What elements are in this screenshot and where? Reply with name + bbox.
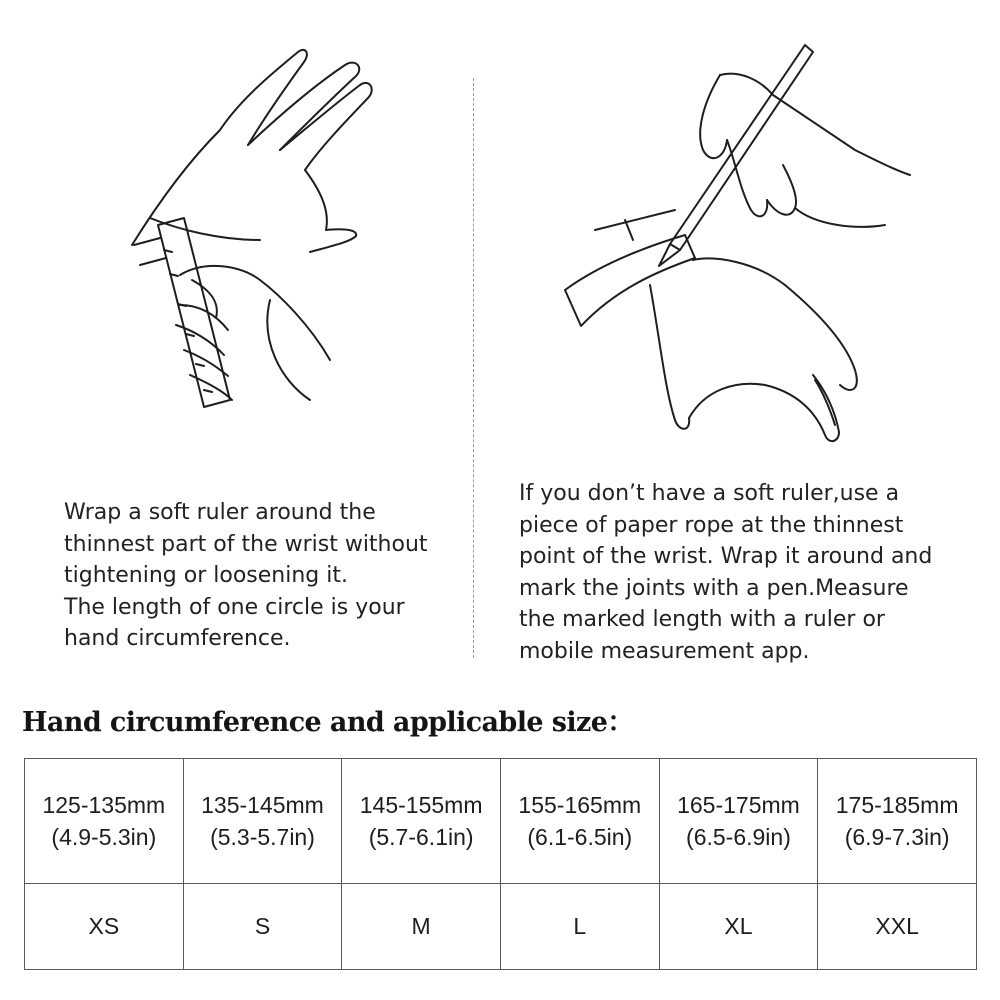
size-cell: S <box>183 884 342 970</box>
range-mm: 165-175mm <box>677 792 800 818</box>
range-cell <box>500 759 659 884</box>
size-cell: M <box>342 884 501 970</box>
range-inch: (6.9-7.3in) <box>844 824 950 850</box>
range-inch: (5.3-5.7in) <box>210 824 315 850</box>
range-cell <box>818 759 977 884</box>
section-divider <box>473 78 474 658</box>
size-chart-title: Hand circumference and applicable size： <box>22 707 634 738</box>
range-cell <box>183 759 342 884</box>
circumference-row <box>25 759 977 884</box>
size-cell: L <box>500 884 659 970</box>
paper-rope-instructions: If you don’t have a soft ruler,use a piece of paper rope at the thinnest point of the wrist. Wrap it around and mark the joints with a pen.Measure the marked length with a ruler or mobile measurement app. <box>519 481 933 664</box>
size-label-row <box>25 884 977 970</box>
range-cell <box>25 759 184 884</box>
range-inch: (6.1-6.5in) <box>527 824 633 850</box>
size-chart-table <box>24 758 977 970</box>
range-inch: (6.5-6.9in) <box>686 824 791 850</box>
range-cell <box>659 759 818 884</box>
size-cell: XXL <box>818 884 977 970</box>
size-cell: XL <box>659 884 818 970</box>
range-mm: 175-185mm <box>835 792 959 818</box>
size-cell: XS <box>25 884 184 970</box>
range-inch: (5.7-6.1in) <box>368 824 474 850</box>
range-cell <box>342 759 501 884</box>
wrist-paper-pen-illustration <box>555 40 925 450</box>
wrist-tape-measure-illustration <box>120 40 380 460</box>
range-inch: (4.9-5.3in) <box>51 824 157 850</box>
range-mm: 145-155mm <box>359 792 483 818</box>
range-mm: 125-135mm <box>42 792 166 818</box>
range-mm: 155-165mm <box>518 792 642 818</box>
range-mm: 135-145mm <box>201 792 324 818</box>
soft-ruler-instructions: Wrap a soft ruler around the thinnest part of the wrist without tightening or loosening it. The length of one circle is your hand circumference. <box>64 500 428 651</box>
